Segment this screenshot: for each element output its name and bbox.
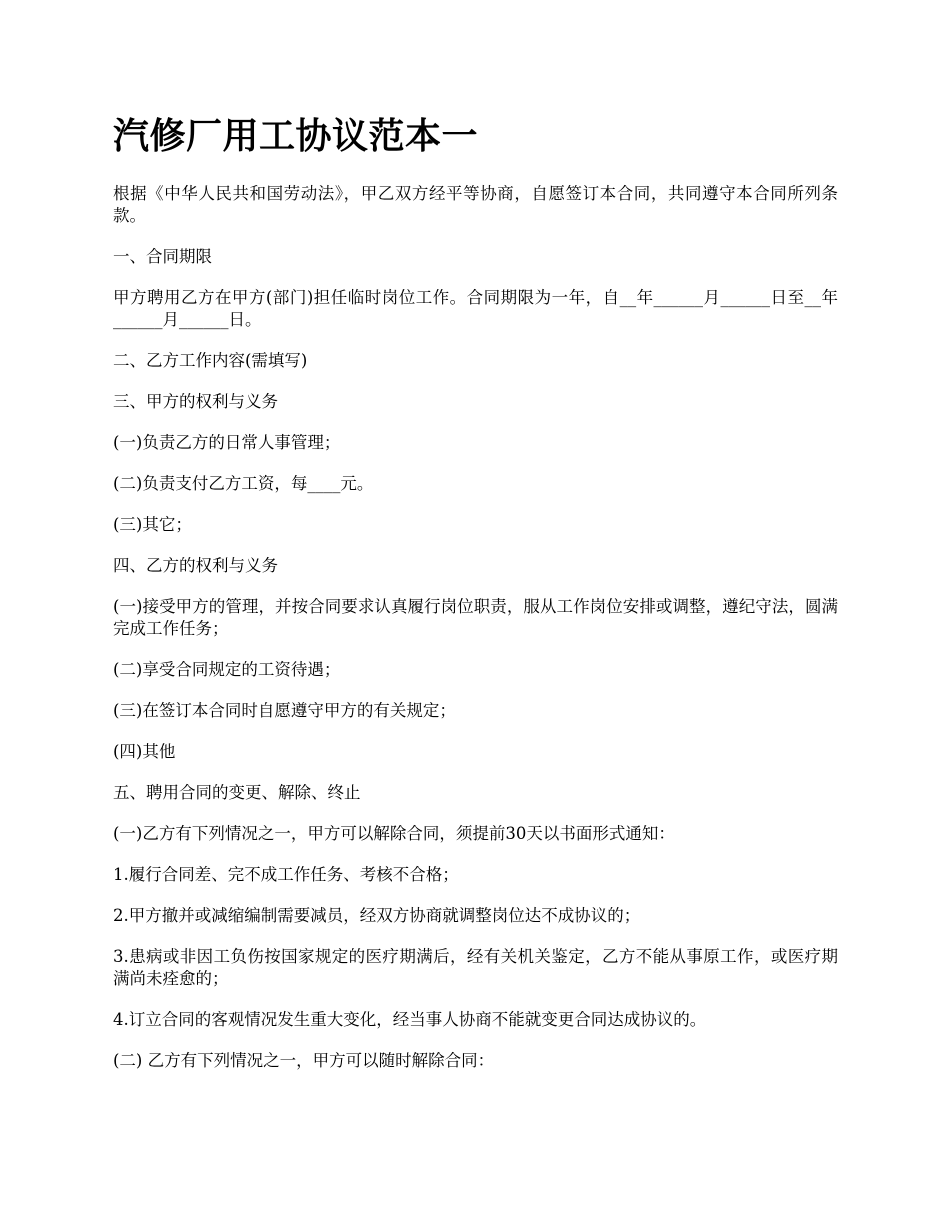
- numbered-item: 3.患病或非因工负伤按国家规定的医疗期满后，经有关机关鉴定，乙方不能从事原工作，或医疗期满尚未痊愈的；: [113, 947, 838, 988]
- clause-item: (一)乙方有下列情况之一，甲方可以解除合同，须提前30天以书面形式通知：: [113, 824, 675, 843]
- section-heading-term: 一、合同期限: [113, 247, 212, 266]
- numbered-item: 2.甲方撤并或减缩编制需要减员，经双方协商就调整岗位达不成协议的；: [113, 906, 641, 925]
- paragraph-preamble: 根据《中华人民共和国劳动法》，甲乙双方经平等协商，自愿签订本合同，共同遵守本合同所列条款。: [113, 184, 838, 225]
- clause-item: (一)负责乙方的日常人事管理；: [113, 433, 341, 452]
- numbered-item: 1.履行合同差、完不成工作任务、考核不合格；: [113, 865, 459, 884]
- section-heading-work-content: 二、乙方工作内容(需填写): [113, 351, 308, 370]
- numbered-item: 4.订立合同的客观情况发生重大变化，经当事人协商不能就变更合同达成协议的。: [113, 1010, 707, 1029]
- section-heading-party-a: 三、甲方的权利与义务: [113, 392, 278, 411]
- clause-item: (四)其他: [113, 742, 176, 761]
- document-body: [113, 112, 838, 1091]
- document-title: 汽修厂用工协议范本一: [113, 115, 479, 157]
- clause-item: (二) 乙方有下列情况之一，甲方可以随时解除合同：: [113, 1051, 495, 1070]
- section-heading-termination: 五、聘用合同的变更、解除、终止: [113, 783, 361, 802]
- section-heading-party-b: 四、乙方的权利与义务: [113, 556, 278, 575]
- clause-item: (二)享受合同规定的工资待遇；: [113, 660, 341, 679]
- clause-item: (一)接受甲方的管理，并按合同要求认真履行岗位职责，服从工作岗位安排或调整，遵纪守法，圆满完成工作任务；: [113, 597, 838, 638]
- clause-item: (三)其它；: [113, 515, 192, 534]
- paragraph-term: 甲方聘用乙方在甲方(部门)担任临时岗位工作。合同期限为一年，自__年______月______日至__年______月______日。: [113, 288, 838, 329]
- clause-item: (二)负责支付乙方工资，每____元。: [113, 474, 374, 493]
- clause-item: (三)在签订本合同时自愿遵守甲方的有关规定；: [113, 701, 456, 720]
